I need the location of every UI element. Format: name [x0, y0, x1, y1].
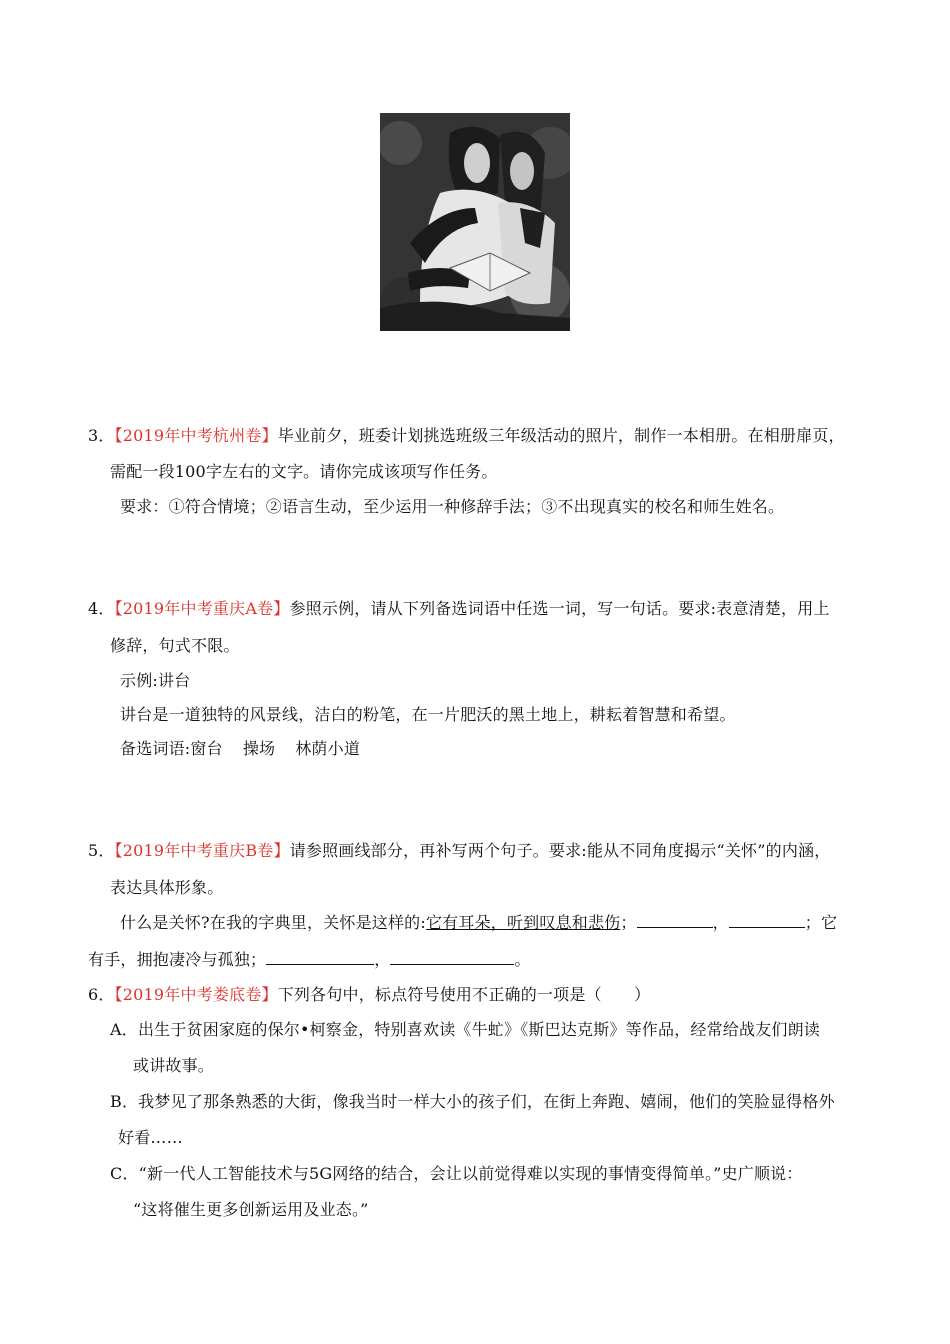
q6-stem: 下列各句中，标点符号使用不正确的一项是（ ）: [277, 985, 651, 1004]
q4-options: [120, 738, 360, 760]
q6-option-c-text-2: “这将催生更多创新运用及业态。”: [133, 1200, 369, 1219]
q3-line1: [88, 425, 845, 447]
q5-blank-2[interactable]: [729, 913, 805, 928]
q6-option-a-text: 出生于贫困家庭的保尔•柯察金，特别喜欢读《牛虻》《斯巴达克斯》等作品，经常给战友们朗读: [137, 1020, 821, 1039]
q6-option-b-text-2: 好看……: [118, 1128, 183, 1147]
q6-line1: [88, 984, 650, 1006]
q5-end: 。: [514, 950, 531, 969]
q3-text-2: 需配一段100字左右的文字。请你完成该项写作任务。: [110, 462, 498, 481]
painting-two-figures-icon: [380, 113, 570, 331]
q3-text-1: 毕业前夕，班委计划挑选班级三年级活动的照片，制作一本相册。在相册扉页，: [277, 426, 845, 445]
q5-source-tag: 【2019年中考重庆B卷】: [114, 841, 290, 860]
q6-option-c-label: C．: [110, 1164, 139, 1183]
q5-sep4: ，: [374, 950, 391, 969]
q5-blank-3[interactable]: [266, 950, 374, 965]
q5-line4: [88, 949, 531, 971]
q5-line1: [88, 840, 830, 862]
q6-option-a-label: A．: [110, 1020, 138, 1039]
q4-example-label: 示例:讲台: [120, 671, 191, 690]
q4-number: 4．: [88, 599, 115, 618]
q5-text-1: 请参照画线部分，再补写两个句子。要求:能从不同角度揭示“关怀”的内涵，: [289, 841, 831, 860]
q4-option-2: 操场: [242, 739, 276, 758]
q4-line1: [88, 598, 830, 620]
q5-line4-pre: 有手，拥抱凄冷与孤独；: [88, 950, 267, 969]
q6-option-c-text: “新一代人工智能技术与5G网络的结合，会让以前觉得难以实现的事情变得简单。”史广顺说：: [138, 1164, 803, 1183]
q5-blank-4[interactable]: [390, 950, 514, 965]
q5-sep1: ；: [620, 913, 637, 932]
q5-underlined-sample: 它有耳朵，听到叹息和悲伤: [425, 913, 621, 932]
painting-image: [380, 113, 570, 331]
q5-sep3: ；它: [804, 913, 838, 932]
q4-example-text: 讲台是一道独特的风景线，洁白的粉笔，在一片肥沃的黑土地上，耕耘着智慧和希望。: [120, 705, 736, 724]
q4-option-3: 林荫小道: [295, 739, 361, 758]
q5-text-2: 表达具体形象。: [110, 878, 224, 897]
q6-option-b-label: B．: [110, 1092, 139, 1111]
q6-option-b-text: 我梦见了那条熟悉的大街，像我当时一样大小的孩子们，在街上奔跑、嬉闹，他们的笑脸显得格外: [138, 1092, 835, 1111]
q6-option-b[interactable]: [110, 1091, 835, 1113]
q5-line3-pre: 什么是关怀?在我的字典里，关怀是这样的:: [120, 913, 426, 932]
q6-number: 6．: [88, 985, 115, 1004]
q5-line3: [120, 912, 837, 934]
q6-option-c[interactable]: [110, 1163, 803, 1185]
q5-sep2: ，: [712, 913, 729, 932]
q6-option-a-text-2: 或讲故事。: [133, 1056, 215, 1075]
q5-number: 5．: [88, 841, 115, 860]
q4-option-1: 窗台: [190, 739, 223, 758]
q3-requirements: 要求：①符合情境；②语言生动，至少运用一种修辞手法；③不出现真实的校名和师生姓名。: [120, 497, 785, 516]
q4-text-2: 修辞，句式不限。: [110, 636, 240, 655]
q4-options-label: 备选词语:: [120, 739, 191, 758]
q5-blank-1[interactable]: [637, 913, 713, 928]
q3-source-tag: 【2019年中考杭州卷】: [114, 426, 278, 445]
q3-number: 3．: [88, 426, 115, 445]
q6-source-tag: 【2019年中考娄底卷】: [114, 985, 278, 1004]
q6-option-a[interactable]: [110, 1019, 820, 1041]
q4-text-1: 参照示例，请从下列备选词语中任选一词，写一句话。要求:表意清楚，用上: [289, 599, 830, 618]
q4-source-tag: 【2019年中考重庆A卷】: [114, 599, 290, 618]
